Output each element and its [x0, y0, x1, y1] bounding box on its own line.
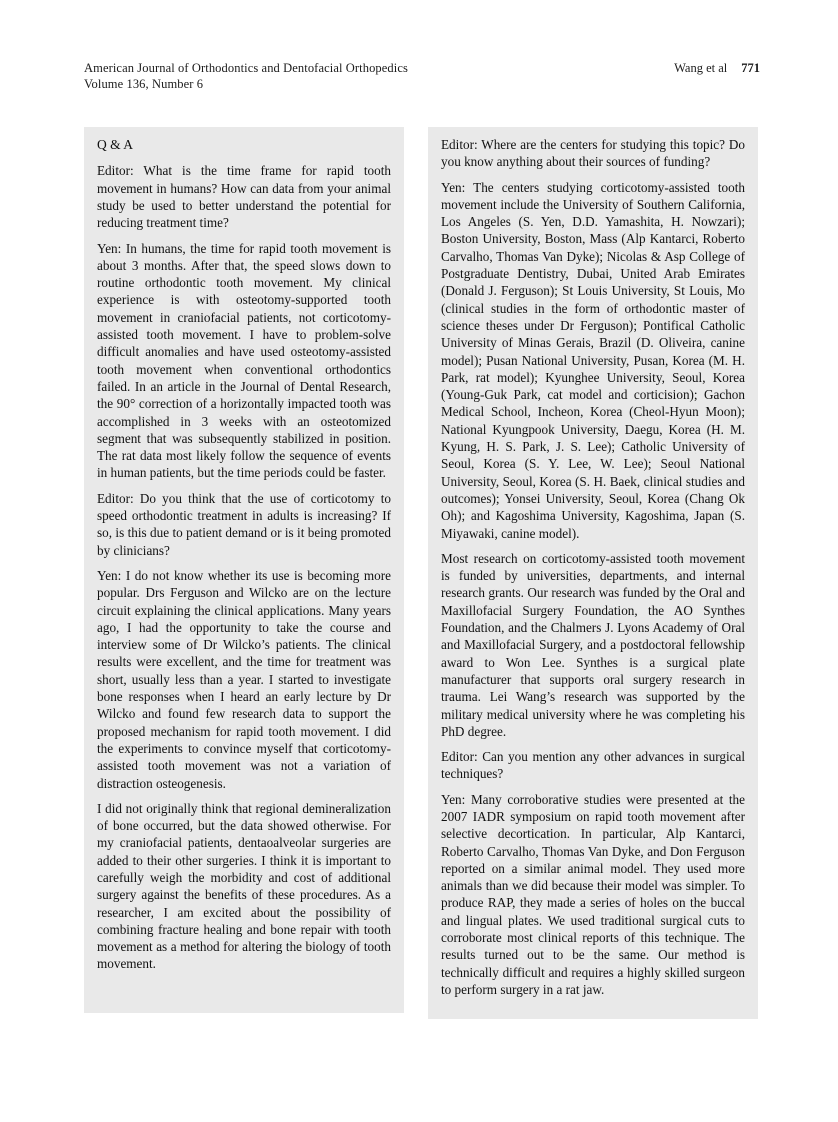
right-column: [428, 127, 758, 1019]
paragraph-yen-answer-continued: Most research on corticotomy-assisted tooth movement is funded by universities, departments, and internal research grants. Our research was funded by the Oral and Maxillofacial Surgery Foundation, the AO Synthes Foundation, and the Chalmers J. Lyons Academy of Oral and Maxillofacial Surgery, and a postdoctoral fellowship award to Won Lee. Synthes is a surgical plate manufacturer that supports oral surgery research in trauma. Lei Wang’s research was supported by the military medical university where he was completing his PhD degree.: [441, 550, 745, 739]
left-column: [84, 127, 404, 1013]
paragraph-editor-question: Editor: What is the time frame for rapid tooth movement in humans? How can data from your animal study be used to better understand the potential for reducing treatment time?: [97, 163, 391, 231]
paragraph-editor-question: Editor: Can you mention any other advances in surgical techniques?: [441, 749, 745, 782]
running-author: Wang et al: [674, 61, 728, 75]
journal-issue: Volume 136, Number 6: [84, 77, 204, 91]
paragraph-yen-answer: Yen: Many corroborative studies were presented at the 2007 IADR symposium on rapid tooth movement after selective decortication. In particular, Alp Kantarci, Roberto Carvalho, Thomas Van Dyke, and Don Ferguson reported on a similar animal model. They used more animals than we did because their model was simpler. To produce RAP, they made a series of holes on the buccal and lingual plates. We used traditional surgical cuts to corroborate most clinical reports of this technique. The results turned out to be the same. Our method is technically difficult and requires a highly skilled surgeon to perform surgery in a rat jaw.: [441, 791, 745, 997]
paragraph-yen-answer: Yen: The centers studying corticotomy-assisted tooth movement include the University of Southern California, Los Angeles (S. Yen, D.D. Yamashita, H. Nowzari); Boston University, Boston, Mass (Alp Kantarci, Roberto Carvalho, Thomas Van Dyke); Nicolas & Asp College of Postgraduate Dentistry, Dubai, United Arab Emirates (Donald J. Ferguson); St Louis University, St Louis, Mo (clinical studies in the form of orthodontic master of science theses under Dr Ferguson); Pontifical Catholic University of Minas Gerais, Brazil (D. Oliveira, canine model); Pusan National University, Pusan, Korea (M. H. Park, rat model); Kyunghee University, Seoul, Korea (Young-Guk Park, cat model and corticision); Gachon Medical School, Incheon, Korea (Cheol-Hyun Moon); National Kyungpook University, Daegu, Korea (H. M. Kyung, H. S. Park, J. S. Lee); Catholic University of Seoul, Korea (S. Y. Lee, W. Lee); Seoul National University, Seoul, Korea (S. H. Baek, clinical studies and outcomes); Yonsei University, Seoul, Korea (Chang Ok Oh); and Kagoshima University, Kagoshima, Japan (S. Miyawaki, canine model).: [441, 179, 745, 541]
page-number: 771: [741, 61, 760, 75]
running-head-left: [84, 60, 408, 92]
journal-title: American Journal of Orthodontics and Dentofacial Orthopedics: [84, 61, 408, 75]
paragraph-editor-question: Editor: Do you think that the use of corticotomy to speed orthodontic treatment in adults is increasing? If so, is this due to patient demand or is it being promoted by clinicians?: [97, 490, 391, 558]
running-head-right: [674, 60, 760, 76]
paragraph-yen-answer: Yen: In humans, the time for rapid tooth movement is about 3 months. After that, the speed slows down to routine orthodontic tooth movement. My clinical experience is with osteotomy-supported tooth movement in craniofacial patients, not corticotomy-assisted tooth movement. I have to problem-solve difficult anomalies and have used osteotomy-assisted tooth movement when conventional orthodontics failed. In an article in the Journal of Dental Research, the 90° correction of a horizontally impacted tooth was accomplished in 3 weeks with an osteotomized segment that was subsequently stabilized in position. The rat data most likely follow the sequence of events in human patients, but the time periods could be faster.: [97, 240, 391, 481]
paragraph-yen-answer-continued: I did not originally think that regional demineralization of bone occurred, but the data showed otherwise. For my craniofacial patients, dentaoalveolar surgeries are added to their other surgeries. I think it is important to carefully weigh the morbidity and cost of additional surgery against the benefits of these procedures. As a researcher, I am excited about the possibility of combining fracture healing and bone repair with tooth movement as a method for altering the biology of tooth movement.: [97, 800, 391, 972]
qa-heading: Q & A: [97, 137, 134, 152]
paragraph-yen-answer: Yen: I do not know whether its use is becoming more popular. Drs Ferguson and Wilcko are on the lecture circuit explaining the clinical applications. Many years ago, I had the opportunity to take the course and interview some of Dr Wilcko’s patients. The clinical results were excellent, and the time for treatment was short, usually less than a year. I started to investigate bone responses when I heard an early lecture by Dr Wilcko and found few research data to support the proposed mechanism for rapid tooth movement. I did the experiments to convince myself that corticotomy-assisted tooth movement was not a variation of distraction osteogenesis.: [97, 567, 391, 791]
paragraph-editor-question: Editor: Where are the centers for studying this topic? Do you know anything about their sources of funding?: [441, 137, 745, 170]
